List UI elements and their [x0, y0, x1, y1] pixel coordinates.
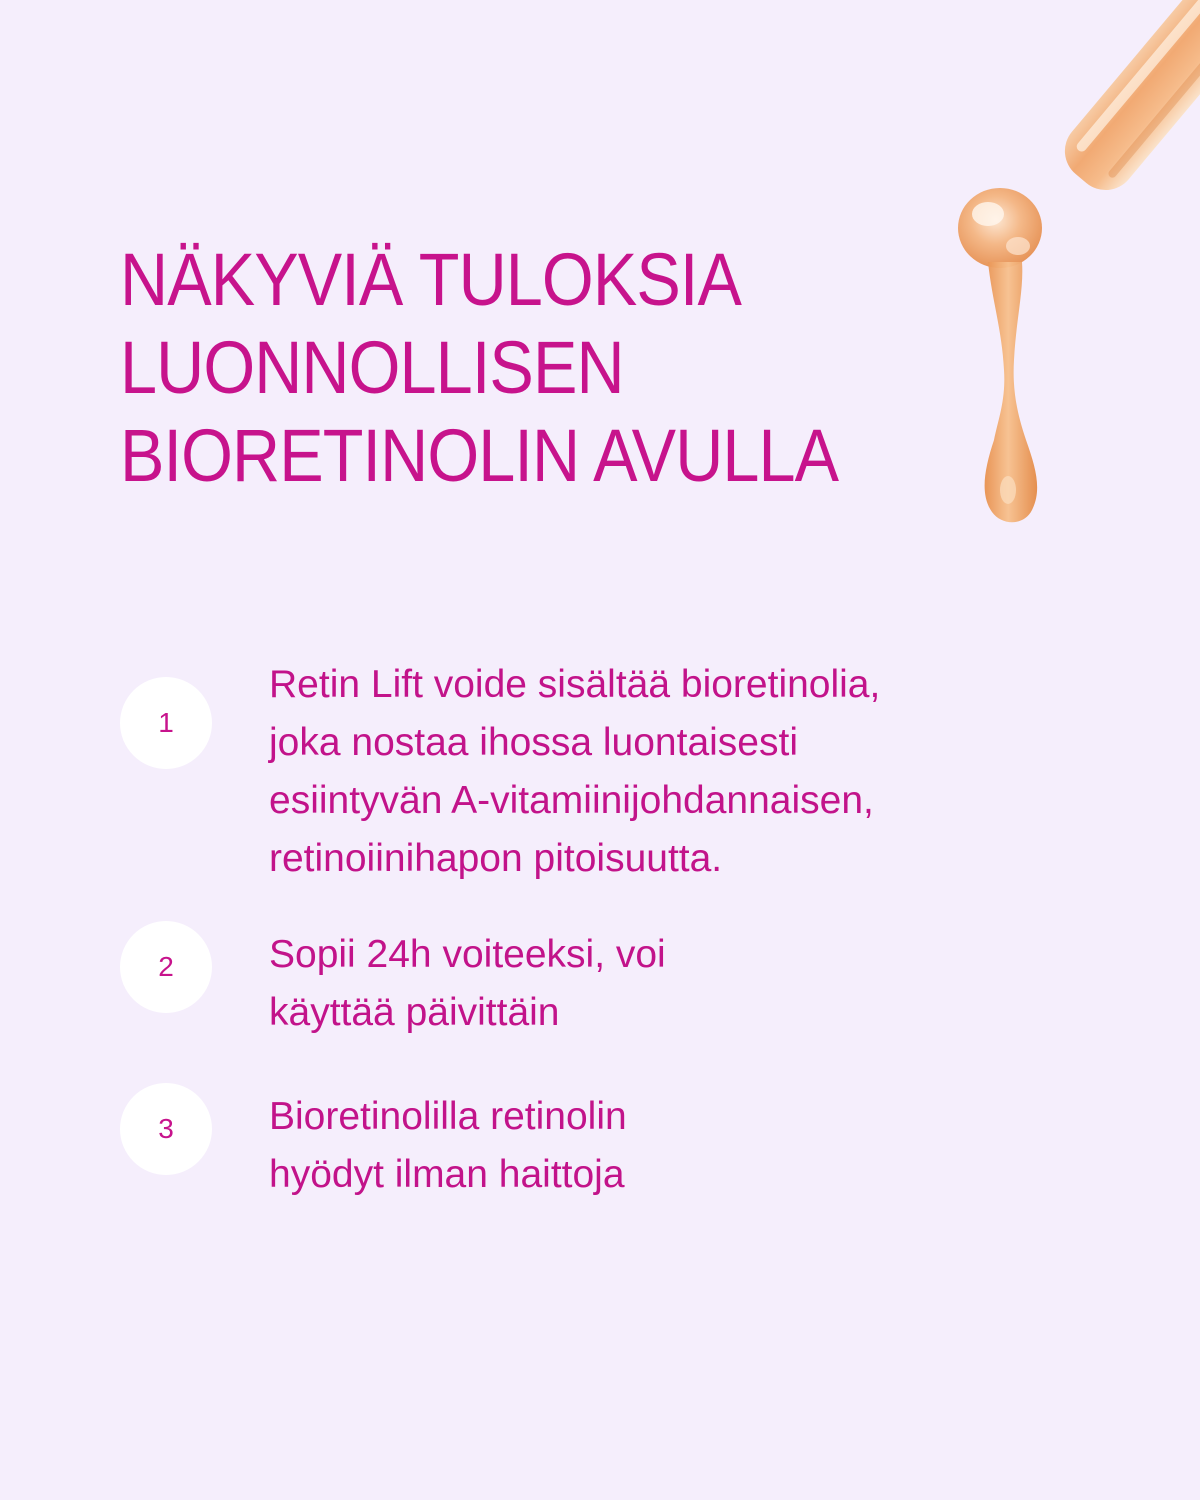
number-badge: 2 [120, 921, 212, 1013]
benefit-text [269, 926, 666, 1042]
headline-line-1: NÄKYVIÄ TULOKSIA [120, 238, 741, 321]
number-badge: 3 [120, 1083, 212, 1175]
number-badge: 1 [120, 677, 212, 769]
benefit-text [269, 1088, 627, 1204]
benefit-text [269, 656, 880, 888]
benefit-line: retinoiinihapon pitoisuutta. [269, 837, 723, 880]
benefit-line: Bioretinolilla retinolin [269, 1095, 627, 1138]
benefits-list [120, 0, 1120, 1500]
benefit-line: Retin Lift voide sisältää bioretinolia, [269, 663, 881, 706]
benefit-line: esiintyvän A-vitamiinijohdannaisen, [269, 779, 874, 822]
benefit-line: joka nostaa ihossa luontaisesti [269, 721, 798, 764]
headline-line-3: BIORETINOLIN AVULLA [120, 414, 839, 497]
benefit-line: käyttää päivittäin [269, 991, 560, 1034]
headline-line-2: LUONNOLLISEN [120, 326, 624, 409]
benefit-line: Sopii 24h voiteeksi, voi [269, 933, 666, 976]
benefit-line: hyödyt ilman haittoja [269, 1153, 625, 1196]
